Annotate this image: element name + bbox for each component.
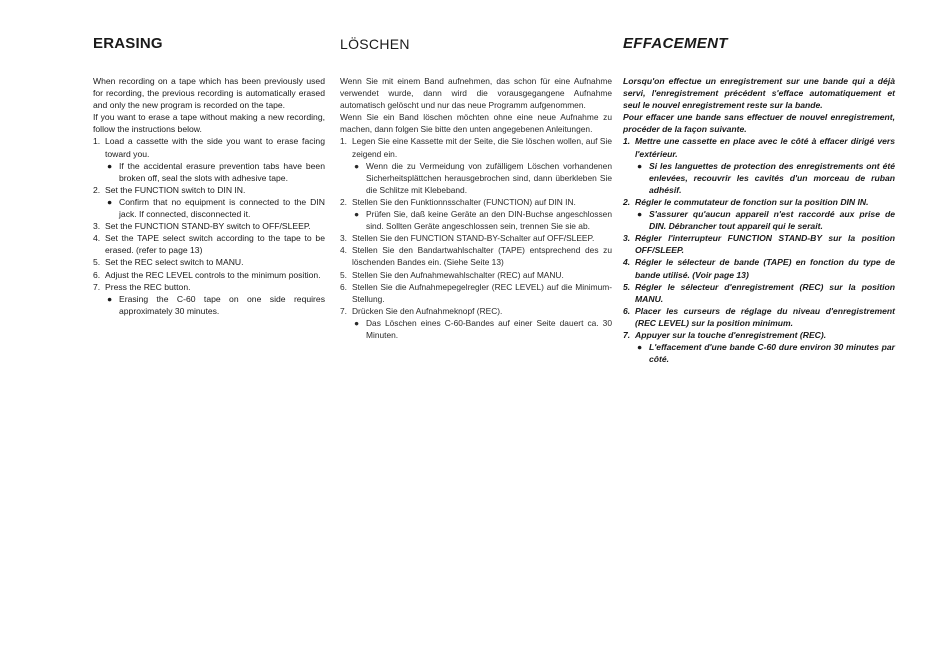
step-number: 2.: [623, 196, 631, 207]
step-number: 5.: [340, 269, 347, 280]
step-number: 6.: [340, 281, 347, 292]
step-text: Régler le sélecteur d'enregistrement (REC) sur la position MANU.: [635, 281, 895, 304]
section-title: ERASING: [93, 35, 163, 52]
step-number: 4.: [340, 245, 347, 256]
list-item: [340, 244, 612, 268]
bullet-icon: ●: [107, 293, 113, 304]
step-text: Legen Sie eine Kassette mit der Seite, die Sie löschen wollen, auf Sie zeigend ein.: [352, 136, 612, 159]
step-text: Régler le commutateur de fonction sur la position DIN IN.: [635, 196, 869, 207]
section-title: LÖSCHEN: [340, 36, 410, 52]
section-body: [340, 75, 612, 341]
step-number: 2.: [340, 196, 347, 207]
instruction-list: [623, 135, 895, 365]
step-number: 7.: [623, 329, 631, 340]
step-note: [352, 317, 612, 341]
step-note-text: If the accidental erasure prevention tabs have been broken off, seal the slots with adhesive tape.: [119, 160, 325, 183]
intro-paragraph: Wenn Sie mit einem Band aufnehmen, das schon für eine Aufnahme verwendet wurde, dann wird die vorausgegangene Aufnahme automatisch gelöscht und nur das neue Programm aufgenommen.: [340, 76, 612, 111]
bullet-icon: ●: [637, 342, 643, 353]
step-number: 2.: [93, 184, 101, 195]
step-note: [105, 196, 325, 220]
intro-paragraph: Lorsqu'on effectue un enregistrement sur une bande qui a déjà servi, l'enregistrement précédent s'efface automatiquement et seul le nouvel enregistrement reste sur la bande.: [623, 76, 895, 111]
list-item: [340, 305, 612, 341]
step-note: [105, 293, 325, 317]
step-note: [105, 160, 325, 184]
list-item: [93, 220, 325, 232]
step-note-text: L'effacement d'une bande C-60 dure environ 30 minutes par côté.: [649, 342, 895, 365]
step-text: Régler l'interrupteur FUNCTION STAND-BY sur la position OFF/SLEEP.: [635, 233, 895, 256]
section-title: EFFACEMENT: [623, 35, 728, 52]
bullet-icon: ●: [107, 196, 113, 207]
step-note: [352, 208, 612, 232]
section-body: [93, 75, 325, 317]
step-text: Stellen Sie die Aufnahmepegelregler (REC LEVEL) auf die Minimum-Stellung.: [352, 281, 612, 304]
intro-paragraph: When recording on a tape which has been previously used for recording, the previous recording is automatically erased and only the new program is recorded on the tape.: [93, 76, 325, 111]
step-number: 4.: [93, 233, 101, 244]
list-item: [93, 281, 325, 317]
list-item: [623, 256, 895, 280]
step-number: 3.: [340, 233, 347, 244]
step-note-text: Wenn die zu Vermeidung von zufälligem Löschen vorhandenen Sicherheitsplättchen herausgebrochen sind, dann überkleben Sie die Schlitze mit Klebeband.: [366, 160, 612, 195]
step-text: Appuyer sur la touche d'enregistrement (REC).: [635, 329, 827, 340]
step-number: 1.: [623, 136, 631, 147]
instruction-list: [93, 135, 325, 316]
step-text: Régler le sélecteur de bande (TAPE) en fonction du type de bande utilisé. (Voir page 13): [635, 257, 895, 280]
step-text: Stellen Sie den Aufnahmewahlschalter (REC) auf MANU.: [352, 269, 564, 280]
step-note: [635, 208, 895, 232]
list-item: [623, 281, 895, 305]
step-note-text: Prüfen Sie, daß keine Geräte an den DIN-Buchse angeschlossen sind. Sollten Geräte angeschlossen sein, trennen Sie sie ab.: [366, 209, 612, 232]
step-number: 5.: [623, 281, 631, 292]
step-text: Set the TAPE select switch according to the tape to be erased. (refer to page 13): [105, 233, 325, 256]
step-text: Stellen Sie den Funktionnsschalter (FUNCTION) auf DIN IN.: [352, 196, 576, 207]
step-text: Load a cassette with the side you want to erase facing toward you.: [105, 136, 325, 159]
step-number: 5.: [93, 257, 101, 268]
bullet-icon: ●: [354, 160, 360, 171]
list-item: [623, 135, 895, 195]
erasing-section-english: [93, 34, 325, 317]
bullet-icon: ●: [107, 160, 113, 171]
step-text: Placer les curseurs de réglage du niveau d'enregistrement (REC LEVEL) sur la position minimum.: [635, 305, 895, 328]
list-item: [340, 269, 612, 281]
step-text: Set the REC select switch to MANU.: [105, 257, 244, 268]
list-item: [93, 256, 325, 268]
step-text: Drücken Sie den Aufnahmeknopf (REC).: [352, 305, 503, 316]
step-note: [635, 160, 895, 196]
step-note-text: Confirm that no equipment is connected to the DIN jack. If connected, disconnected it.: [119, 196, 325, 220]
bullet-icon: ●: [637, 160, 643, 171]
list-item: [623, 196, 895, 232]
list-item: [93, 135, 325, 183]
step-number: 3.: [93, 221, 101, 232]
bullet-icon: ●: [354, 317, 360, 328]
list-item: [93, 269, 325, 281]
list-item: [623, 305, 895, 329]
step-note-text: Si les languettes de protection des enregistrements ont été enlevées, recouvrir les cavités d'un morceau de ruban adhésif.: [649, 160, 895, 195]
step-note: [352, 160, 612, 196]
list-item: [623, 232, 895, 256]
intro-paragraph: If you want to erase a tape without making a new recording, follow the instructions below.: [93, 112, 325, 135]
list-item: [340, 196, 612, 232]
step-text: Stellen Sie den Bandartwahlschalter (TAPE) entsprechend des zu löschenden Bandes ein. (Siehe Seite 13): [352, 245, 612, 268]
step-text: Set the FUNCTION STAND-BY switch to OFF/SLEEP.: [105, 221, 311, 232]
instruction-list: [340, 135, 612, 341]
step-number: 4.: [623, 257, 631, 268]
list-item: [93, 184, 325, 220]
step-number: 1.: [340, 136, 347, 147]
section-body: [623, 75, 895, 365]
step-note: [635, 341, 895, 365]
step-note-text: Das Löschen eines C-60-Bandes auf einer Seite dauert ca. 30 Minuten.: [366, 317, 612, 340]
step-number: 7.: [93, 281, 101, 292]
step-text: Adjust the REC LEVEL controls to the minimum position.: [105, 269, 321, 280]
erasing-section-german: [340, 34, 612, 341]
step-text: Set the FUNCTION switch to DIN IN.: [105, 184, 246, 195]
step-number: 6.: [623, 305, 631, 316]
list-item: [340, 232, 612, 244]
step-text: Stellen Sie den FUNCTION STAND-BY-Schalter auf OFF/SLEEP.: [352, 233, 595, 244]
step-note-text: Erasing the C-60 tape on one side requires approximately 30 minutes.: [119, 293, 325, 316]
step-number: 3.: [623, 233, 631, 244]
step-number: 6.: [93, 269, 101, 280]
step-text: Mettre une cassette en place avec le côté à effacer dirigé vers l'extérieur.: [635, 136, 895, 159]
list-item: [340, 135, 612, 195]
bullet-icon: ●: [637, 209, 643, 220]
list-item: [623, 329, 895, 365]
step-text: Press the REC button.: [105, 281, 191, 292]
erasing-section-french: [623, 34, 895, 365]
step-number: 7.: [340, 305, 347, 316]
list-item: [93, 232, 325, 256]
list-item: [340, 281, 612, 305]
bullet-icon: ●: [354, 209, 360, 220]
intro-paragraph: Pour effacer une bande sans effectuer de nouvel enregistrement, procéder de la façon suivante.: [623, 112, 895, 135]
intro-paragraph: Wenn Sie ein Band löschen möchten ohne eine neue Aufnahme zu machen, dann folgen Sie bitte den unten angegebenen Anleitungen.: [340, 112, 612, 135]
step-note-text: S'assurer qu'aucun appareil n'est raccordé aux prise de DIN. Débrancher tout appareil qui le serait.: [649, 209, 895, 232]
step-number: 1.: [93, 136, 101, 147]
